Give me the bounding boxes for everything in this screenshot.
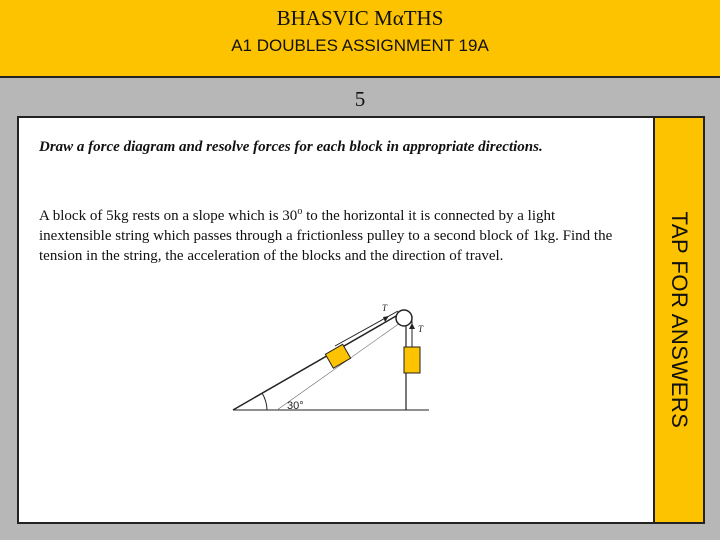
tension-label-slope: T (382, 303, 388, 313)
question-number: 5 (300, 82, 420, 116)
slope-line-inner (277, 318, 407, 410)
degree-superscript: o (297, 206, 303, 217)
angle-arc (262, 393, 267, 410)
assignment-subtitle: A1 DOUBLES ASSIGNMENT 19A (231, 36, 489, 55)
tap-for-answers-button[interactable] (653, 116, 705, 524)
problem-text-part1: A block of 5kg rests on a slope which is 30 (39, 208, 298, 224)
instruction-text: Draw a force diagram and resolve forces for each block in appropriate directions. (39, 139, 543, 155)
page-title: BHASVIC MαTHS (276, 6, 444, 30)
tap-for-answers-label: TAP FOR ANSWERS (667, 211, 692, 429)
question-card (17, 116, 653, 524)
header-banner (0, 0, 720, 78)
pulley (396, 310, 412, 326)
block-5kg (325, 344, 350, 368)
problem-text (39, 202, 629, 266)
angle-label: 30° (287, 400, 304, 412)
tension-label-hanging: T (418, 324, 424, 334)
slope-line (233, 312, 403, 410)
problem-text-part2: to the horizontal it is connected by a light inextensible string which passes through a frictionless pulley to a second block of 1kg. Find the tension in the string, the acceleration of the blocks and the direction of travel. (39, 208, 613, 264)
pulley-diagram (231, 294, 441, 418)
block-1kg (404, 347, 420, 373)
right-margin (705, 116, 720, 524)
block-5kg-group (325, 344, 350, 368)
